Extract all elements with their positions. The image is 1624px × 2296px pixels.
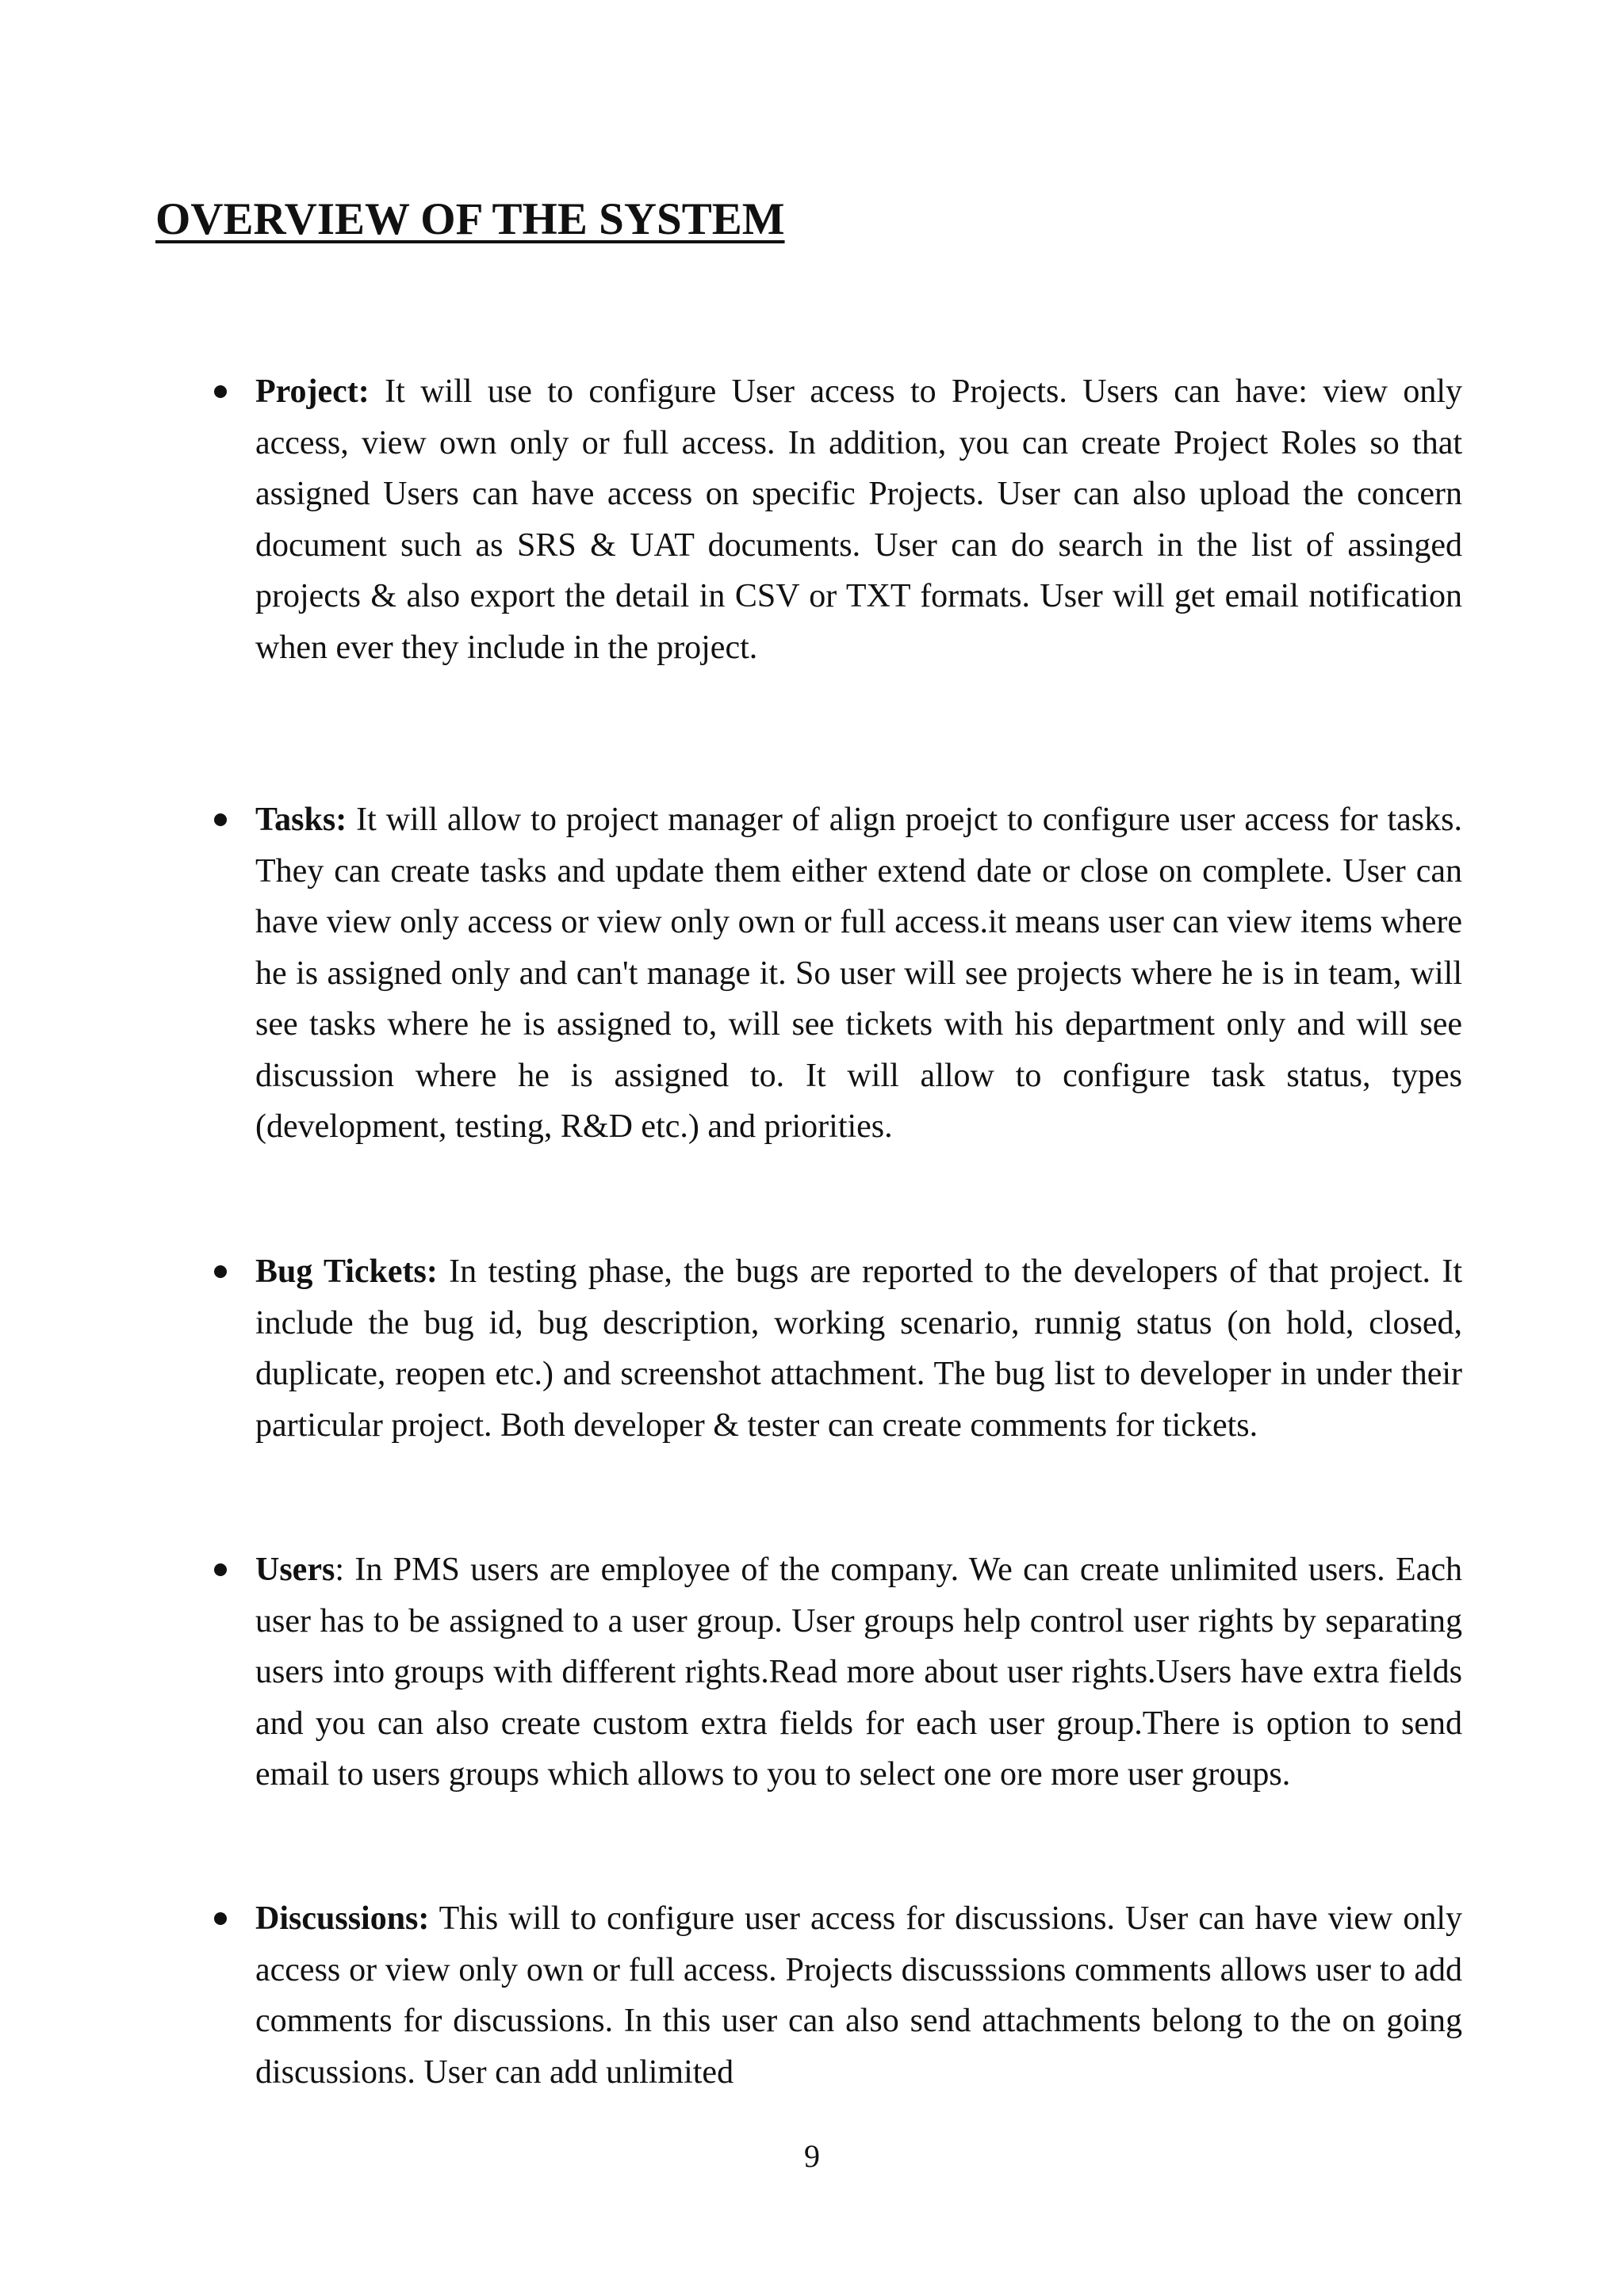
item-text: It will allow to project manager of align proejct to configure user access for tasks. They can create tasks and update them either extend date or close on complete. User can have view only access or view only own or full access.it means user can view items where he is assigned only and can't manage it. So user will see projects where he is in team, will see tasks where he is assigned to, will see tickets with his department only and will see discussion where he is assigned to. It will allow to configure task status, types (development, testing, R&D etc.) and priorities. bbox=[255, 802, 1462, 1145]
page-title: OVERVIEW OF THE SYSTEM bbox=[155, 194, 785, 244]
item-heading: Bug Tickets: bbox=[255, 1253, 438, 1290]
bullet-dot-icon bbox=[214, 813, 227, 826]
page-number: 9 bbox=[804, 2138, 820, 2174]
bullet-dot-icon bbox=[214, 385, 227, 398]
bullet-dot-icon bbox=[214, 1265, 227, 1278]
bullet-item-discussions bbox=[255, 1893, 1462, 2098]
item-text: This will to configure user access for discussions. User can have view only access or view only own or full access. Projects discusssions comments allows user to add comments for discussions. In this user can also send attachments belong to the on going discussions. User can add unlimited bbox=[255, 1900, 1462, 2091]
bullet-item-tasks bbox=[255, 794, 1462, 1153]
bullet-item-users bbox=[255, 1544, 1462, 1800]
item-heading: Discussions: bbox=[255, 1900, 430, 1937]
item-text: : In PMS users are employee of the company. We can create unlimited users. Each user has to be assigned to a user group. User groups help control user rights by separating users into groups with different rights.Read more about user rights.Users have extra fields and you can also create custom extra fields for each user group.There is option to send email to users groups which allows to you to select one ore more user groups. bbox=[255, 1552, 1462, 1793]
bullet-item-bug-tickets bbox=[255, 1246, 1462, 1451]
item-heading: Project: bbox=[255, 373, 370, 410]
item-text: In testing phase, the bugs are reported to the developers of that project. It include the bug id, bug description, working scenario, runnig status (on hold, closed, duplicate, reopen etc.) and screenshot attachment. The bug list to developer in under their particular project. Both developer & tester can create comments for tickets. bbox=[255, 1253, 1462, 1444]
item-heading: Users bbox=[255, 1552, 335, 1588]
bullet-dot-icon bbox=[214, 1563, 227, 1576]
item-heading: Tasks: bbox=[255, 802, 347, 838]
bullet-dot-icon bbox=[214, 1912, 227, 1925]
bullet-item-project bbox=[255, 366, 1462, 673]
item-text: It will use to configure User access to Projects. Users can have: view only access, view own only or full access. In addition, you can create Project Roles so that assigned Users can have access on specific Projects. User can also upload the concern document such as SRS & UAT documents. User can do search in the list of assinged projects & also export the detail in CSV or TXT formats. User will get email notification when ever they include in the project. bbox=[255, 373, 1462, 666]
